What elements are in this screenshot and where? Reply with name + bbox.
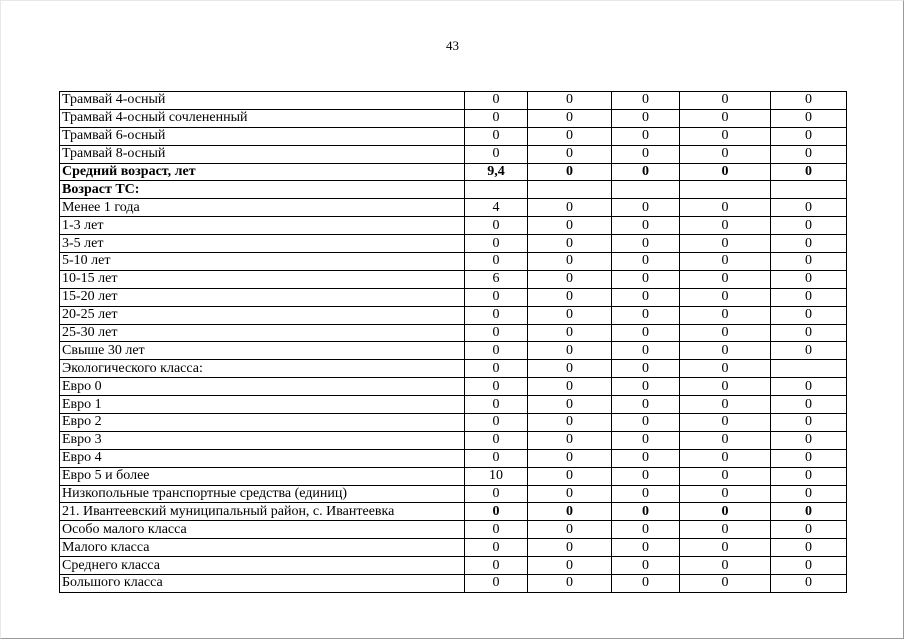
value-cell <box>680 181 771 199</box>
value-cell <box>465 181 528 199</box>
value-cell: 0 <box>771 342 847 360</box>
table-row <box>60 306 847 324</box>
value-cell: 0 <box>528 145 612 163</box>
value-cell: 0 <box>612 521 680 539</box>
value-cell: 0 <box>771 288 847 306</box>
value-cell: 0 <box>612 163 680 181</box>
row-label: 20-25 лет <box>60 306 465 324</box>
table-row <box>60 324 847 342</box>
value-cell: 0 <box>465 575 528 593</box>
value-cell: 0 <box>612 288 680 306</box>
value-cell: 0 <box>612 306 680 324</box>
row-label: Средний возраст, лет <box>60 163 465 181</box>
value-cell: 0 <box>771 109 847 127</box>
value-cell: 0 <box>680 557 771 575</box>
value-cell: 0 <box>612 414 680 432</box>
value-cell: 0 <box>680 288 771 306</box>
row-label: 21. Ивантеевский муниципальный район, с. Ивантеевка <box>60 503 465 521</box>
value-cell: 0 <box>528 92 612 110</box>
value-cell: 0 <box>771 199 847 217</box>
value-cell: 0 <box>465 324 528 342</box>
value-cell: 0 <box>528 467 612 485</box>
value-cell: 0 <box>680 92 771 110</box>
value-cell: 0 <box>771 306 847 324</box>
table-row <box>60 145 847 163</box>
value-cell: 0 <box>528 485 612 503</box>
value-cell: 0 <box>771 414 847 432</box>
value-cell: 0 <box>771 145 847 163</box>
value-cell: 0 <box>465 306 528 324</box>
row-label: Евро 0 <box>60 378 465 396</box>
value-cell: 0 <box>528 163 612 181</box>
table-row <box>60 485 847 503</box>
value-cell: 0 <box>771 467 847 485</box>
row-label: 15-20 лет <box>60 288 465 306</box>
value-cell: 0 <box>528 503 612 521</box>
row-label: Малого класса <box>60 539 465 557</box>
value-cell: 0 <box>465 235 528 253</box>
table-row <box>60 270 847 288</box>
value-cell: 0 <box>465 145 528 163</box>
value-cell: 10 <box>465 467 528 485</box>
value-cell: 0 <box>612 217 680 235</box>
table-row <box>60 467 847 485</box>
value-cell: 0 <box>465 92 528 110</box>
value-cell: 0 <box>771 431 847 449</box>
value-cell: 0 <box>680 485 771 503</box>
value-cell: 0 <box>771 539 847 557</box>
value-cell: 0 <box>465 503 528 521</box>
value-cell: 0 <box>528 414 612 432</box>
value-cell: 0 <box>465 414 528 432</box>
row-label: Экологического класса: <box>60 360 465 378</box>
value-cell: 0 <box>528 557 612 575</box>
value-cell: 0 <box>680 414 771 432</box>
row-label: Евро 4 <box>60 449 465 467</box>
value-cell: 0 <box>465 109 528 127</box>
table-row <box>60 575 847 593</box>
value-cell: 0 <box>528 521 612 539</box>
value-cell: 0 <box>465 539 528 557</box>
value-cell: 0 <box>465 127 528 145</box>
value-cell: 0 <box>680 539 771 557</box>
value-cell: 0 <box>680 109 771 127</box>
row-label: Большого класса <box>60 575 465 593</box>
table-row <box>60 235 847 253</box>
value-cell: 0 <box>612 539 680 557</box>
value-cell: 0 <box>528 235 612 253</box>
row-label: Евро 5 и более <box>60 467 465 485</box>
value-cell: 0 <box>612 360 680 378</box>
value-cell: 0 <box>680 235 771 253</box>
table-row <box>60 342 847 360</box>
row-label: Среднего класса <box>60 557 465 575</box>
value-cell: 0 <box>528 324 612 342</box>
value-cell: 0 <box>612 557 680 575</box>
value-cell: 9,4 <box>465 163 528 181</box>
table-row <box>60 431 847 449</box>
value-cell: 0 <box>680 575 771 593</box>
value-cell: 0 <box>612 92 680 110</box>
value-cell: 0 <box>465 396 528 414</box>
value-cell: 0 <box>612 109 680 127</box>
value-cell: 0 <box>528 127 612 145</box>
value-cell: 0 <box>465 485 528 503</box>
row-label: Трамвай 4-осный <box>60 92 465 110</box>
value-cell: 0 <box>612 449 680 467</box>
value-cell: 0 <box>465 253 528 271</box>
value-cell: 0 <box>465 217 528 235</box>
value-cell: 0 <box>612 485 680 503</box>
value-cell: 0 <box>771 521 847 539</box>
row-label: Евро 1 <box>60 396 465 414</box>
value-cell: 0 <box>528 288 612 306</box>
value-cell: 0 <box>465 449 528 467</box>
value-cell: 0 <box>771 217 847 235</box>
value-cell: 0 <box>680 467 771 485</box>
value-cell: 0 <box>465 378 528 396</box>
row-label: 5-10 лет <box>60 253 465 271</box>
value-cell <box>771 360 847 378</box>
value-cell: 0 <box>612 342 680 360</box>
value-cell: 0 <box>612 145 680 163</box>
table-row <box>60 253 847 271</box>
value-cell: 0 <box>528 109 612 127</box>
value-cell: 0 <box>771 557 847 575</box>
value-cell: 0 <box>465 557 528 575</box>
value-cell: 0 <box>771 449 847 467</box>
row-label: 1-3 лет <box>60 217 465 235</box>
table-body <box>60 92 847 593</box>
value-cell: 0 <box>680 199 771 217</box>
value-cell: 0 <box>528 449 612 467</box>
row-label: 3-5 лет <box>60 235 465 253</box>
value-cell: 0 <box>528 217 612 235</box>
value-cell: 0 <box>528 360 612 378</box>
value-cell: 0 <box>771 127 847 145</box>
table-row <box>60 127 847 145</box>
value-cell: 0 <box>528 306 612 324</box>
table-row <box>60 92 847 110</box>
table-row <box>60 360 847 378</box>
value-cell: 0 <box>528 378 612 396</box>
row-label: Трамвай 6-осный <box>60 127 465 145</box>
value-cell: 0 <box>612 199 680 217</box>
value-cell: 0 <box>680 503 771 521</box>
value-cell: 0 <box>465 431 528 449</box>
value-cell: 0 <box>612 575 680 593</box>
row-label: Трамвай 8-осный <box>60 145 465 163</box>
value-cell: 0 <box>528 575 612 593</box>
value-cell: 0 <box>612 431 680 449</box>
value-cell: 0 <box>680 306 771 324</box>
value-cell: 0 <box>528 253 612 271</box>
page-number: 43 <box>446 38 459 53</box>
value-cell: 0 <box>680 127 771 145</box>
value-cell: 0 <box>465 360 528 378</box>
table-row <box>60 109 847 127</box>
value-cell: 0 <box>680 360 771 378</box>
value-cell: 0 <box>528 270 612 288</box>
row-label: Низкопольные транспортные средства (единиц) <box>60 485 465 503</box>
row-label: Евро 2 <box>60 414 465 432</box>
value-cell: 0 <box>680 217 771 235</box>
value-cell: 6 <box>465 270 528 288</box>
value-cell <box>528 181 612 199</box>
table-row <box>60 378 847 396</box>
table-row <box>60 557 847 575</box>
table-row <box>60 539 847 557</box>
value-cell: 0 <box>680 163 771 181</box>
value-cell: 0 <box>612 324 680 342</box>
value-cell: 0 <box>771 92 847 110</box>
row-label: Евро 3 <box>60 431 465 449</box>
value-cell: 0 <box>612 378 680 396</box>
value-cell: 0 <box>528 396 612 414</box>
value-cell: 0 <box>465 521 528 539</box>
row-label: Менее 1 года <box>60 199 465 217</box>
table-row <box>60 521 847 539</box>
value-cell: 0 <box>612 235 680 253</box>
value-cell: 0 <box>771 575 847 593</box>
table-row <box>60 503 847 521</box>
row-label: Особо малого класса <box>60 521 465 539</box>
value-cell: 0 <box>680 270 771 288</box>
table-row <box>60 288 847 306</box>
value-cell: 4 <box>465 199 528 217</box>
value-cell: 0 <box>680 342 771 360</box>
value-cell: 0 <box>465 342 528 360</box>
value-cell: 0 <box>771 396 847 414</box>
table-row <box>60 414 847 432</box>
row-label: 10-15 лет <box>60 270 465 288</box>
row-label: Возраст ТС: <box>60 181 465 199</box>
value-cell: 0 <box>771 324 847 342</box>
table-row <box>60 181 847 199</box>
value-cell: 0 <box>771 235 847 253</box>
value-cell: 0 <box>680 378 771 396</box>
value-cell: 0 <box>680 521 771 539</box>
value-cell: 0 <box>771 270 847 288</box>
value-cell: 0 <box>680 431 771 449</box>
value-cell: 0 <box>680 449 771 467</box>
table-row <box>60 199 847 217</box>
table-row <box>60 396 847 414</box>
value-cell: 0 <box>528 431 612 449</box>
value-cell: 0 <box>528 539 612 557</box>
value-cell: 0 <box>771 253 847 271</box>
row-label: 25-30 лет <box>60 324 465 342</box>
value-cell: 0 <box>680 253 771 271</box>
value-cell: 0 <box>465 288 528 306</box>
value-cell: 0 <box>612 503 680 521</box>
value-cell: 0 <box>680 324 771 342</box>
table-row <box>60 163 847 181</box>
value-cell: 0 <box>612 253 680 271</box>
value-cell: 0 <box>771 378 847 396</box>
value-cell: 0 <box>680 396 771 414</box>
row-label: Свыше 30 лет <box>60 342 465 360</box>
value-cell <box>771 181 847 199</box>
statistics-table <box>59 91 847 593</box>
value-cell: 0 <box>528 342 612 360</box>
row-label: Трамвай 4-осный сочлененный <box>60 109 465 127</box>
value-cell: 0 <box>612 270 680 288</box>
value-cell: 0 <box>771 503 847 521</box>
table-row <box>60 449 847 467</box>
value-cell <box>612 181 680 199</box>
value-cell: 0 <box>528 199 612 217</box>
value-cell: 0 <box>771 485 847 503</box>
table-row <box>60 217 847 235</box>
value-cell: 0 <box>612 127 680 145</box>
value-cell: 0 <box>771 163 847 181</box>
value-cell: 0 <box>680 145 771 163</box>
value-cell: 0 <box>612 467 680 485</box>
value-cell: 0 <box>612 396 680 414</box>
